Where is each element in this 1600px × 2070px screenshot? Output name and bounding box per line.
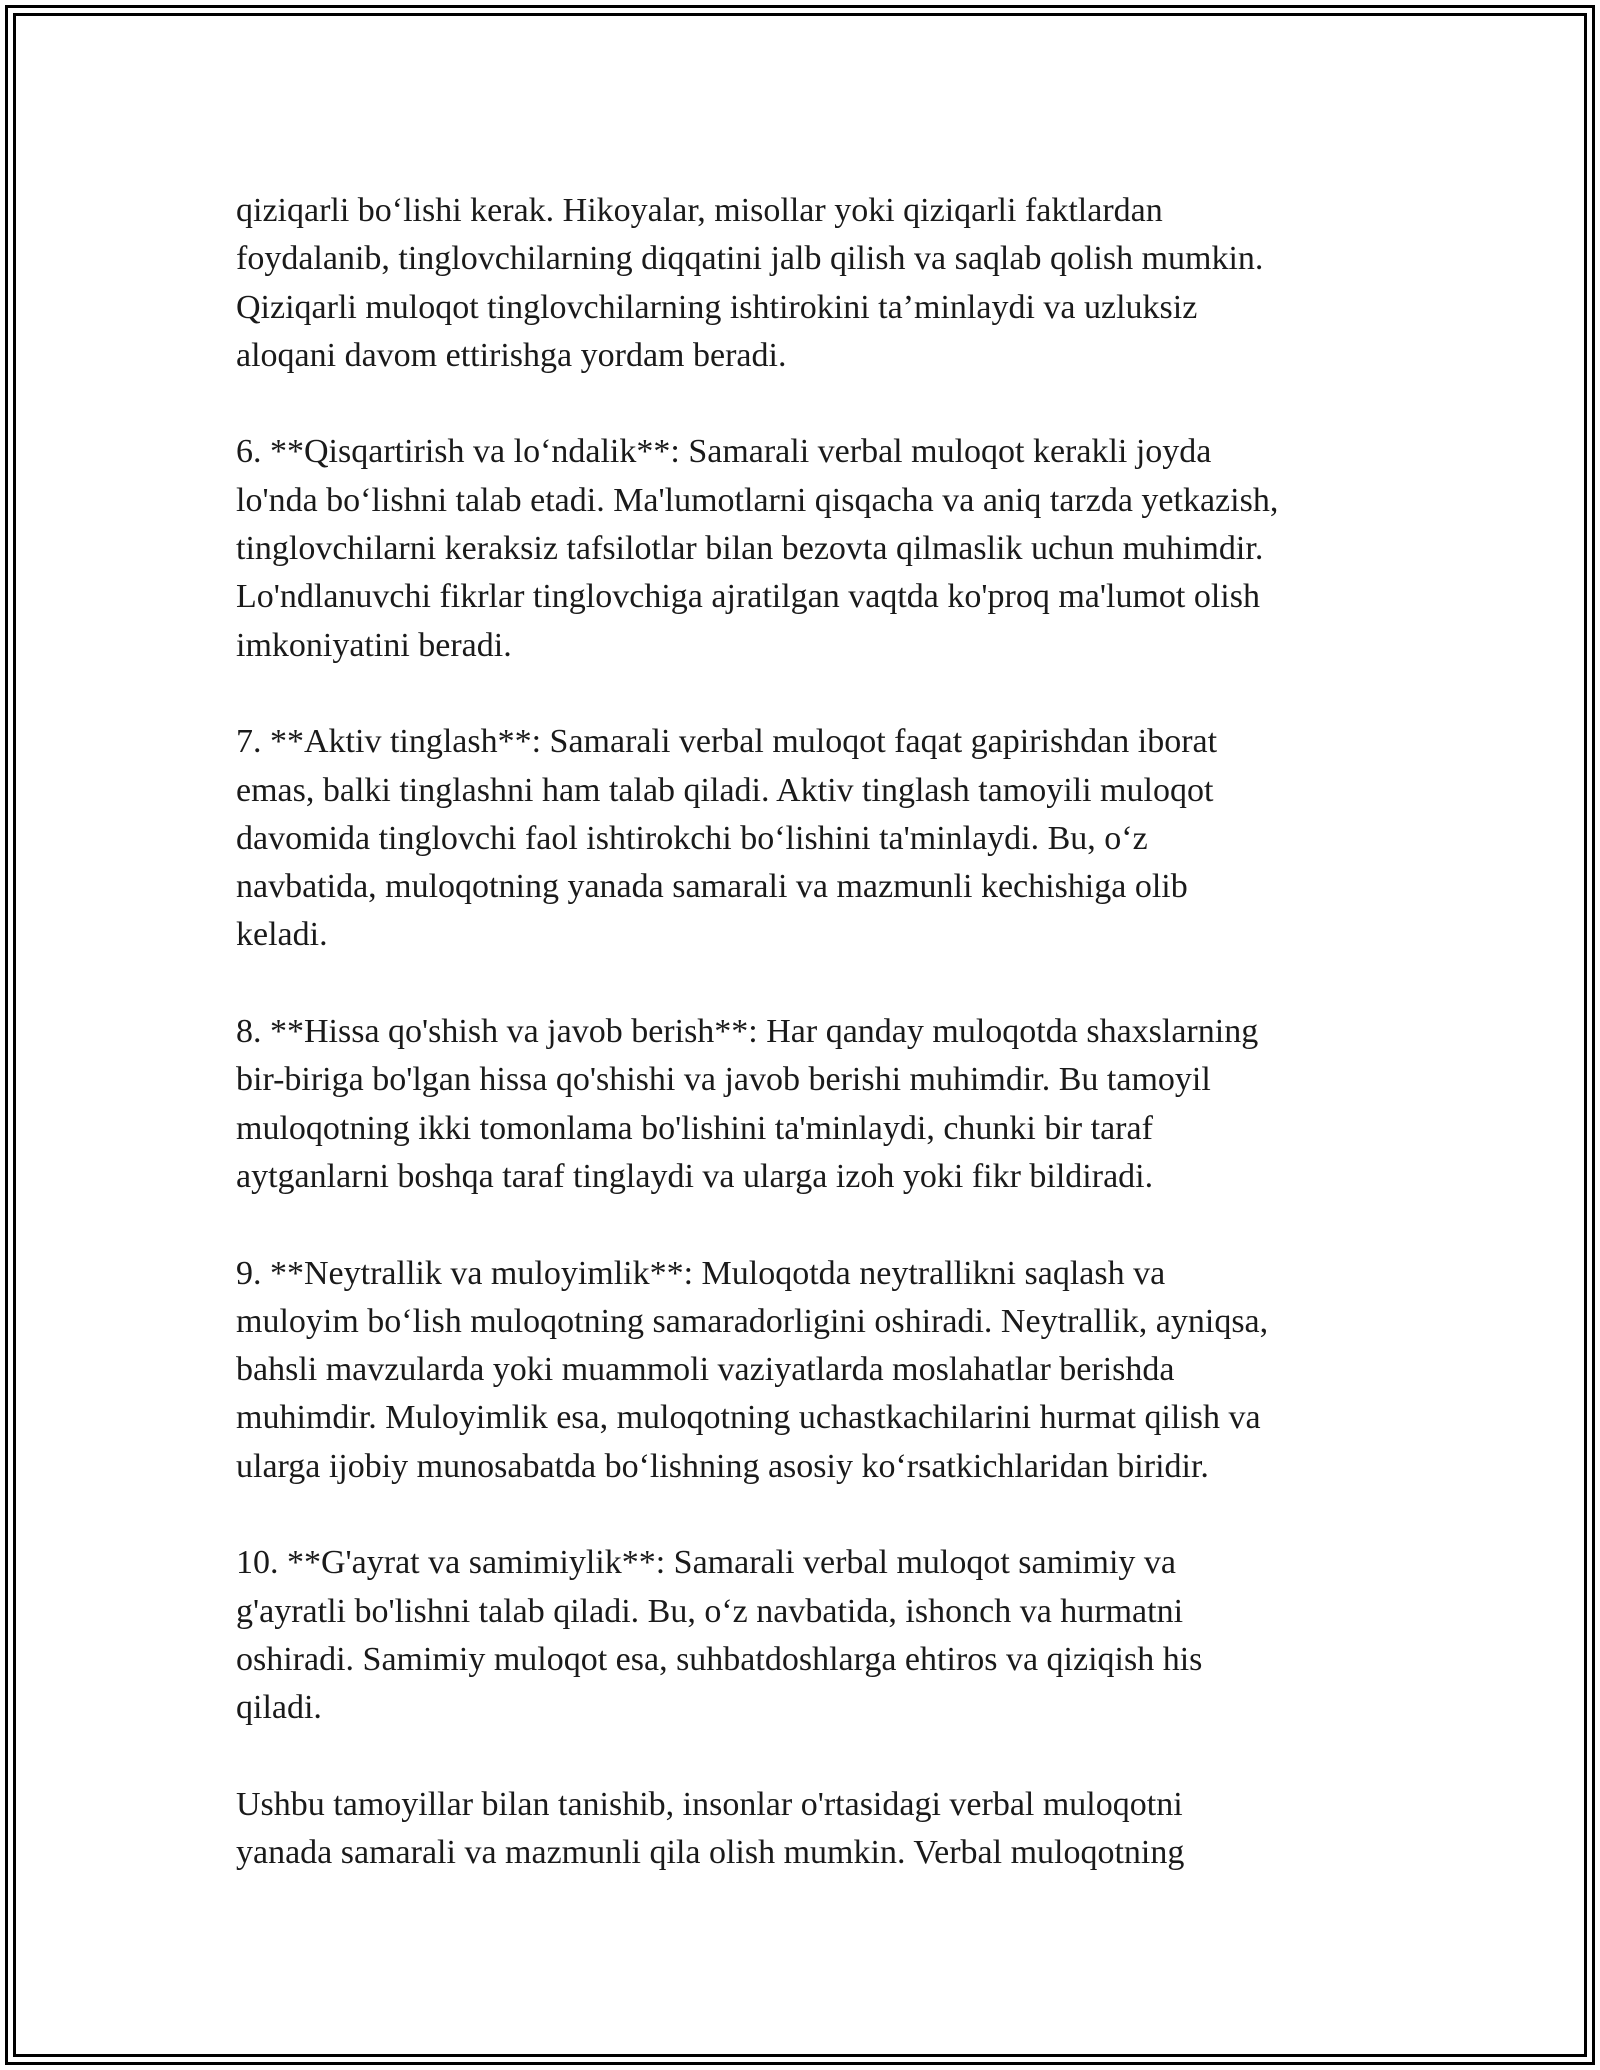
- text-line: 9. **Neytrallik va muloyimlik**: Muloqotda neytrallikni saqlash va: [236, 1254, 1166, 1292]
- paragraph-item-6: [236, 428, 1386, 669]
- text-line: muloqotning ikki tomonlama bo'lishini ta'minlaydi, chunki bir taraf: [236, 1109, 1153, 1147]
- text-line: 8. **Hissa qo'shish va javob berish**: Har qanday muloqotda shaxslarning: [236, 1013, 1259, 1051]
- text-line: 6. **Qisqartirish va lo‘ndalik**: Samarali verbal muloqot kerakli joyda: [236, 433, 1212, 471]
- text-line: emas, balki tinglashni ham talab qiladi. Aktiv tinglash tamoyili muloqot: [236, 771, 1214, 809]
- text-line: bahsli mavzularda yoki muammoli vaziyatlarda moslahatlar berishda: [236, 1351, 1175, 1389]
- text-line: muloyim bo‘lish muloqotning samaradorligini oshiradi. Neytrallik, ayniqsa,: [236, 1302, 1269, 1340]
- text-line: imkoniyatini beradi.: [236, 626, 512, 664]
- text-line: foydalanib, tinglovchilarning diqqatini jalb qilish va saqlab qolish mumkin.: [236, 240, 1264, 278]
- text-line: aytganlarni boshqa taraf tinglaydi va ularga izoh yoki fikr bildiradi.: [236, 1157, 1154, 1195]
- text-line: qiladi.: [236, 1689, 322, 1727]
- text-line: bir-biriga bo'lgan hissa qo'shishi va javob berishi muhimdir. Bu tamoyil: [236, 1061, 1211, 1099]
- text-line: lo'nda bo‘lishni talab etadi. Ma'lumotlarni qisqacha va aniq tarzda yetkazish,: [236, 481, 1279, 519]
- text-line: g'ayratli bo'lishni talab qiladi. Bu, o‘z navbatida, ishonch va hurmatni: [236, 1592, 1184, 1630]
- text-line: oshiradi. Samimiy muloqot esa, suhbatdoshlarga ehtiros va qiziqish his: [236, 1640, 1203, 1678]
- text-line: ularga ijobiy munosabatda bo‘lishning asosiy ko‘rsatkichlaridan biridir.: [236, 1447, 1209, 1485]
- paragraph-item-8: [236, 1008, 1386, 1201]
- text-line: 10. **G'ayrat va samimiylik**: Samarali verbal muloqot samimiy va: [236, 1544, 1176, 1582]
- document-body: [236, 187, 1386, 1926]
- text-line: yanada samarali va mazmunli qila olish mumkin. Verbal muloqotning: [236, 1834, 1185, 1872]
- paragraph-conclusion: [236, 1781, 1386, 1878]
- text-line: qiziqarli bo‘lishi kerak. Hikoyalar, misollar yoki qiziqarli faktlardan: [236, 192, 1163, 229]
- paragraph-intro-continuation: [236, 187, 1386, 380]
- paragraph-item-9: [236, 1250, 1386, 1491]
- text-line: Ushbu tamoyillar bilan tanishib, insonlar o'rtasidagi verbal muloqotni: [236, 1785, 1183, 1823]
- text-line: Lo'ndlanuvchi fikrlar tinglovchiga ajratilgan vaqtda ko'proq ma'lumot olish: [236, 578, 1260, 616]
- paragraph-item-10: [236, 1539, 1386, 1732]
- text-line: tinglovchilarni keraksiz tafsilotlar bilan bezovta qilmaslik uchun muhimdir.: [236, 530, 1264, 568]
- text-line: davomida tinglovchi faol ishtirokchi bo‘lishini ta'minlaydi. Bu, o‘z: [236, 819, 1148, 857]
- text-line: 7. **Aktiv tinglash**: Samarali verbal muloqot faqat gapirishdan iborat: [236, 723, 1218, 761]
- text-line: aloqani davom ettirishga yordam beradi.: [236, 336, 787, 374]
- text-line: Qiziqarli muloqot tinglovchilarning ishtirokini ta’minlaydi va uzluksiz: [236, 288, 1198, 326]
- paragraph-item-7: [236, 718, 1386, 959]
- text-line: muhimdir. Muloyimlik esa, muloqotning uchastkachilarini hurmat qilish va: [236, 1399, 1261, 1437]
- text-line: navbatida, muloqotning yanada samarali va mazmunli kechishiga olib: [236, 868, 1188, 906]
- text-line: keladi.: [236, 916, 328, 954]
